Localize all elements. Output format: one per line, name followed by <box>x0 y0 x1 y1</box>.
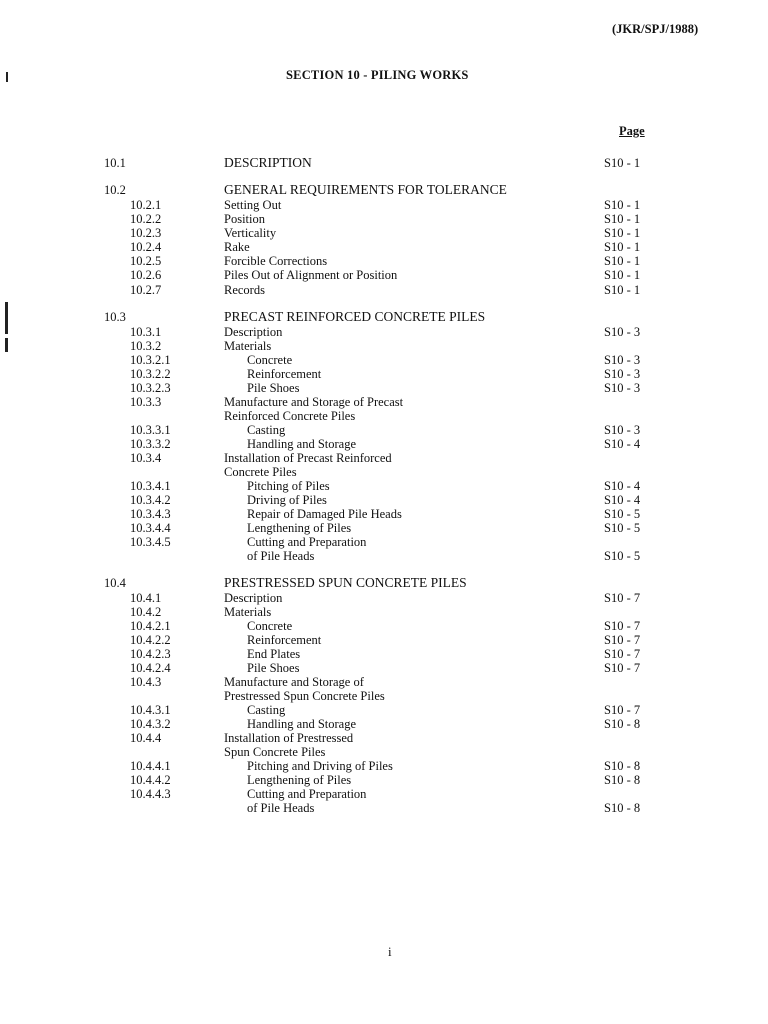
toc-entry <box>0 535 768 549</box>
toc-entry-number: 10.4.4.2 <box>130 773 171 787</box>
toc-entry-number: 10.3.3.2 <box>130 437 171 451</box>
toc-entry <box>0 325 768 339</box>
toc-entry <box>0 240 768 254</box>
toc-entry <box>0 212 768 226</box>
toc-entry-page: S10 - 8 <box>604 801 641 815</box>
toc-entry-title: Pile Shoes <box>247 661 300 675</box>
toc-entry <box>0 507 768 521</box>
toc-entry-title: Repair of Damaged Pile Heads <box>247 507 402 521</box>
toc-entry-number: 10.2.6 <box>130 268 162 282</box>
toc-entry-number: 10.4.2.4 <box>130 661 171 675</box>
toc-entry <box>0 647 768 661</box>
toc-entry-title: Pile Shoes <box>247 381 300 395</box>
toc-entry-title: Reinforcement <box>247 367 322 381</box>
toc-entry <box>0 703 768 717</box>
toc-entry <box>0 381 768 395</box>
toc-entry-page: S10 - 3 <box>604 325 641 339</box>
toc-entry-page: S10 - 7 <box>604 619 641 633</box>
toc-entry-page: S10 - 7 <box>604 647 641 661</box>
toc-entry-number: 10.3.2.1 <box>130 353 171 367</box>
toc-entry-title: Position <box>224 212 265 226</box>
toc-entry-number: 10.3.3 <box>130 395 162 409</box>
toc-entry-title: Reinforced Concrete Piles <box>224 409 356 423</box>
toc-entry-number: 10.4.2 <box>130 605 162 619</box>
toc-entry <box>0 310 768 324</box>
toc-entry <box>0 549 768 563</box>
toc-entry-number: 10.1 <box>104 156 126 170</box>
toc-entry-page: S10 - 5 <box>604 521 641 535</box>
toc-entry-title: Manufacture and Storage of Precast <box>224 395 404 409</box>
toc-entry-title: Reinforcement <box>247 633 322 647</box>
toc-entry <box>0 465 768 479</box>
toc-entry-number: 10.2.4 <box>130 240 162 254</box>
section-title: SECTION 10 - PILING WORKS <box>286 68 469 82</box>
toc-entry-number: 10.4 <box>104 576 126 590</box>
toc-entry-number: 10.4.1 <box>130 591 162 605</box>
toc-entry-title: of Pile Heads <box>247 549 315 563</box>
toc-entry-page: S10 - 7 <box>604 633 641 647</box>
toc-entry-title: End Plates <box>247 647 301 661</box>
toc-entry-number: 10.4.2.2 <box>130 633 171 647</box>
toc-entry-title: Cutting and Preparation <box>247 535 367 549</box>
toc-entry <box>0 339 768 353</box>
toc-entry <box>0 156 768 170</box>
toc-entry <box>0 731 768 745</box>
page-column-heading: Page <box>619 124 645 138</box>
toc-entry-page: S10 - 7 <box>604 661 641 675</box>
toc-entry-number: 10.4.4 <box>130 731 162 745</box>
toc-entry-page: S10 - 1 <box>604 254 641 268</box>
toc-entry <box>0 268 768 282</box>
toc-entry <box>0 226 768 240</box>
toc-entry <box>0 283 768 297</box>
toc-entry-title: Piles Out of Alignment or Position <box>224 268 398 282</box>
toc-entry-page: S10 - 8 <box>604 717 641 731</box>
page-folio: i <box>388 944 392 959</box>
toc-entry-page: S10 - 3 <box>604 367 641 381</box>
toc-entry <box>0 367 768 381</box>
toc-entry-page: S10 - 3 <box>604 423 641 437</box>
toc-entry <box>0 633 768 647</box>
toc-entry <box>0 451 768 465</box>
toc-entry-title: GENERAL REQUIREMENTS FOR TOLERANCE <box>224 182 507 197</box>
toc-entry <box>0 479 768 493</box>
toc-entry-page: S10 - 1 <box>604 240 641 254</box>
toc-entry-number: 10.3.2.2 <box>130 367 171 381</box>
toc-entry-title: Spun Concrete Piles <box>224 745 326 759</box>
toc-entry <box>0 717 768 731</box>
toc-entry <box>0 395 768 409</box>
scan-mark <box>5 338 8 352</box>
toc-entry <box>0 801 768 815</box>
toc-entry <box>0 423 768 437</box>
toc-entry-title: Setting Out <box>224 198 282 212</box>
toc-entry-page: S10 - 3 <box>604 353 641 367</box>
toc-entry-page: S10 - 1 <box>604 226 641 240</box>
toc-entry <box>0 675 768 689</box>
toc-entry-number: 10.3.4.3 <box>130 507 171 521</box>
toc-entry-number: 10.2.5 <box>130 254 162 268</box>
toc-entry-page: S10 - 5 <box>604 549 641 563</box>
document-reference: (JKR/SPJ/1988) <box>612 22 699 36</box>
toc-entry <box>0 773 768 787</box>
toc-entry-title: PRESTRESSED SPUN CONCRETE PILES <box>224 575 467 590</box>
toc-entry-number: 10.4.3.1 <box>130 703 171 717</box>
toc-entry-page: S10 - 1 <box>604 212 641 226</box>
toc-entry-title: Driving of Piles <box>247 493 327 507</box>
toc-entry <box>0 591 768 605</box>
toc-entry-title: Records <box>224 283 265 297</box>
toc-entry-number: 10.2.2 <box>130 212 162 226</box>
scan-mark <box>5 302 8 334</box>
toc-entry-title: Casting <box>247 423 286 437</box>
toc-entry-title: Cutting and Preparation <box>247 787 367 801</box>
toc-entry-number: 10.4.3.2 <box>130 717 171 731</box>
scan-mark <box>6 72 8 82</box>
toc-entry <box>0 183 768 197</box>
toc-entry-page: S10 - 8 <box>604 773 641 787</box>
toc-entry-number: 10.3.4.1 <box>130 479 171 493</box>
toc-entry-page: S10 - 5 <box>604 507 641 521</box>
toc-entry-number: 10.2.3 <box>130 226 162 240</box>
toc-entry-title: of Pile Heads <box>247 801 315 815</box>
toc-entry-title: Description <box>224 325 283 339</box>
toc-entry-title: Lengthening of Piles <box>247 773 352 787</box>
toc-entry <box>0 605 768 619</box>
toc-entry <box>0 745 768 759</box>
toc-entry-number: 10.4.2.3 <box>130 647 171 661</box>
toc-entry-number: 10.2.7 <box>130 283 162 297</box>
toc-entry-page: S10 - 4 <box>604 493 641 507</box>
toc-entry <box>0 254 768 268</box>
toc-entry-title: Pitching and Driving of Piles <box>247 759 393 773</box>
toc-entry-page: S10 - 4 <box>604 437 641 451</box>
toc-entry-title: Concrete Piles <box>224 465 297 479</box>
toc-entry-title: Concrete <box>247 619 293 633</box>
toc-entry-title: Installation of Precast Reinforced <box>224 451 392 465</box>
toc-entry-title: Verticality <box>224 226 277 240</box>
toc-entry <box>0 576 768 590</box>
toc-entry <box>0 619 768 633</box>
toc-entry-number: 10.2 <box>104 183 126 197</box>
toc-entry-page: S10 - 8 <box>604 759 641 773</box>
toc-entry-page: S10 - 7 <box>604 703 641 717</box>
toc-entry-title: Description <box>224 591 283 605</box>
toc-entry <box>0 353 768 367</box>
toc-entry-number: 10.3 <box>104 310 126 324</box>
toc-entry-page: S10 - 1 <box>604 198 641 212</box>
toc-entry-number: 10.3.3.1 <box>130 423 171 437</box>
toc-entry-number: 10.4.3 <box>130 675 162 689</box>
toc-entry <box>0 759 768 773</box>
toc-entry-number: 10.3.4 <box>130 451 162 465</box>
toc-entry-title: Lengthening of Piles <box>247 521 352 535</box>
toc-entry <box>0 437 768 451</box>
toc-entry <box>0 661 768 675</box>
toc-entry-page: S10 - 1 <box>604 156 641 170</box>
toc-entry-number: 10.2.1 <box>130 198 162 212</box>
toc-entry-title: Pitching of Piles <box>247 479 330 493</box>
toc-entry <box>0 198 768 212</box>
toc-entry-page: S10 - 1 <box>604 283 641 297</box>
toc-entry-page: S10 - 7 <box>604 591 641 605</box>
toc-entry-title: Forcible Corrections <box>224 254 328 268</box>
toc-entry-title: Materials <box>224 339 272 353</box>
toc-entry-title: Concrete <box>247 353 293 367</box>
toc-entry-page: S10 - 3 <box>604 381 641 395</box>
toc-entry-number: 10.3.4.4 <box>130 521 171 535</box>
toc-entry <box>0 493 768 507</box>
toc-entry <box>0 521 768 535</box>
toc-entry-title: Rake <box>224 240 250 254</box>
toc-entry-number: 10.3.2 <box>130 339 162 353</box>
toc-entry-page: S10 - 4 <box>604 479 641 493</box>
toc-entry-title: PRECAST REINFORCED CONCRETE PILES <box>224 309 486 324</box>
toc-entry-title: Manufacture and Storage of <box>224 675 364 689</box>
toc-entry-page: S10 - 1 <box>604 268 641 282</box>
toc-entry <box>0 689 768 703</box>
toc-entry <box>0 409 768 423</box>
toc-entry-title: Materials <box>224 605 272 619</box>
toc-entry-title: Handling and Storage <box>247 717 357 731</box>
toc-entry-number: 10.3.4.5 <box>130 535 171 549</box>
toc-entry-title: Casting <box>247 703 286 717</box>
toc-entry-title: Installation of Prestressed <box>224 731 354 745</box>
toc-entry-number: 10.3.2.3 <box>130 381 171 395</box>
toc-entry <box>0 787 768 801</box>
toc-entry-title: Prestressed Spun Concrete Piles <box>224 689 385 703</box>
toc-entry-title: DESCRIPTION <box>224 155 312 170</box>
toc-entry-number: 10.4.4.3 <box>130 787 171 801</box>
toc-entry-title: Handling and Storage <box>247 437 357 451</box>
toc-entry-number: 10.4.2.1 <box>130 619 171 633</box>
toc-entry-number: 10.4.4.1 <box>130 759 171 773</box>
toc-entry-number: 10.3.1 <box>130 325 162 339</box>
toc-entry-number: 10.3.4.2 <box>130 493 171 507</box>
